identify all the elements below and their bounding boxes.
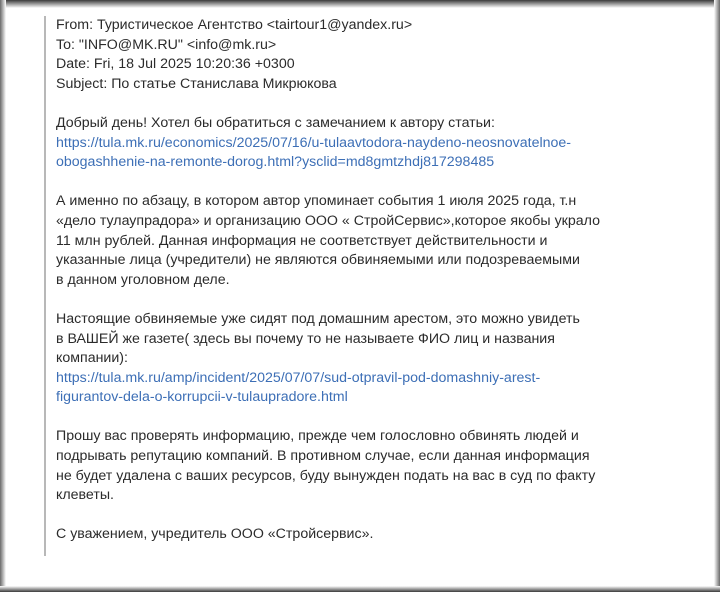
paragraph-line: компании): (56, 350, 128, 367)
header-to: To: "INFO@MK.RU" <info@mk.ru> (56, 36, 277, 53)
paragraph-line: 11 млн рублей. Данная информация не соответствует действительности и (56, 232, 548, 249)
header-subject: Subject: По статье Станислава Микрюкова (56, 75, 337, 92)
link-line: https://tula.mk.ru/economics/2025/07/16/u-tulaavtodora-naydeno-neosnovatelnoe- (56, 134, 572, 151)
link-line: figurantov-dela-o-korrupcii-v-tulaupradore.html (56, 389, 348, 406)
accused-paragraph (56, 310, 684, 408)
link-line: obogashhenie-na-remonte-dorog.html?ysclid=md8gmtzhdj817298485 (56, 154, 495, 171)
link-line: https://tula.mk.ru/amp/incident/2025/07/07/sud-otpravil-pod-domashniy-arest- (56, 369, 541, 386)
article-link-incident[interactable] (56, 369, 684, 408)
paragraph-line: подрывать репутацию компаний. В противном случае, если данная информация (56, 448, 590, 465)
paragraph-line: «дело тулаупрадора» и организацию ООО « СтройСервис»,которое якобы украло (56, 212, 600, 229)
paragraph-line: клеветы. (56, 487, 114, 504)
paragraph-line: Прошу вас проверять информацию, прежде чем голословно обвинять людей и (56, 428, 579, 445)
claim-paragraph (56, 192, 684, 290)
paragraph-line: не будет удалена с ваших ресурсов, буду вынужден подать на вас в суд по факту (56, 467, 596, 484)
paragraph-line: Настоящие обвиняемые уже сидят под домашним арестом, это можно увидеть (56, 310, 580, 327)
request-paragraph (56, 427, 684, 505)
paragraph-line: Добрый день! Хотел бы обратиться с замечанием к автору статьи: (56, 114, 495, 131)
signature: С уважением, учредитель ООО «Стройсервис». (56, 526, 374, 543)
top-edge-shadow (0, 0, 720, 8)
header-date: Date: Fri, 18 Jul 2025 10:20:36 +0300 (56, 56, 295, 73)
header-from: From: Туристическое Агентство <tairtour1@yandex.ru> (56, 17, 413, 33)
bottom-edge-shadow (0, 586, 720, 592)
right-edge-shadow (714, 0, 720, 592)
left-edge-shadow (0, 0, 6, 592)
quoted-email-message (44, 16, 684, 556)
email-headers (56, 16, 684, 94)
paragraph-line: в ВАШЕЙ же газете( здесь вы почему то не называете ФИО лиц и названия (56, 330, 555, 347)
paragraph-line: в данном уголовном деле. (56, 271, 230, 288)
article-link-economics[interactable] (56, 134, 684, 173)
paragraph-line: А именно по абзацу, в котором автор упоминает события 1 июля 2025 года, т.н (56, 193, 577, 210)
paragraph-line: указанные лица (учредители) не являются обвиняемыми или подозреваемыми (56, 252, 580, 269)
greeting-paragraph (56, 114, 684, 173)
